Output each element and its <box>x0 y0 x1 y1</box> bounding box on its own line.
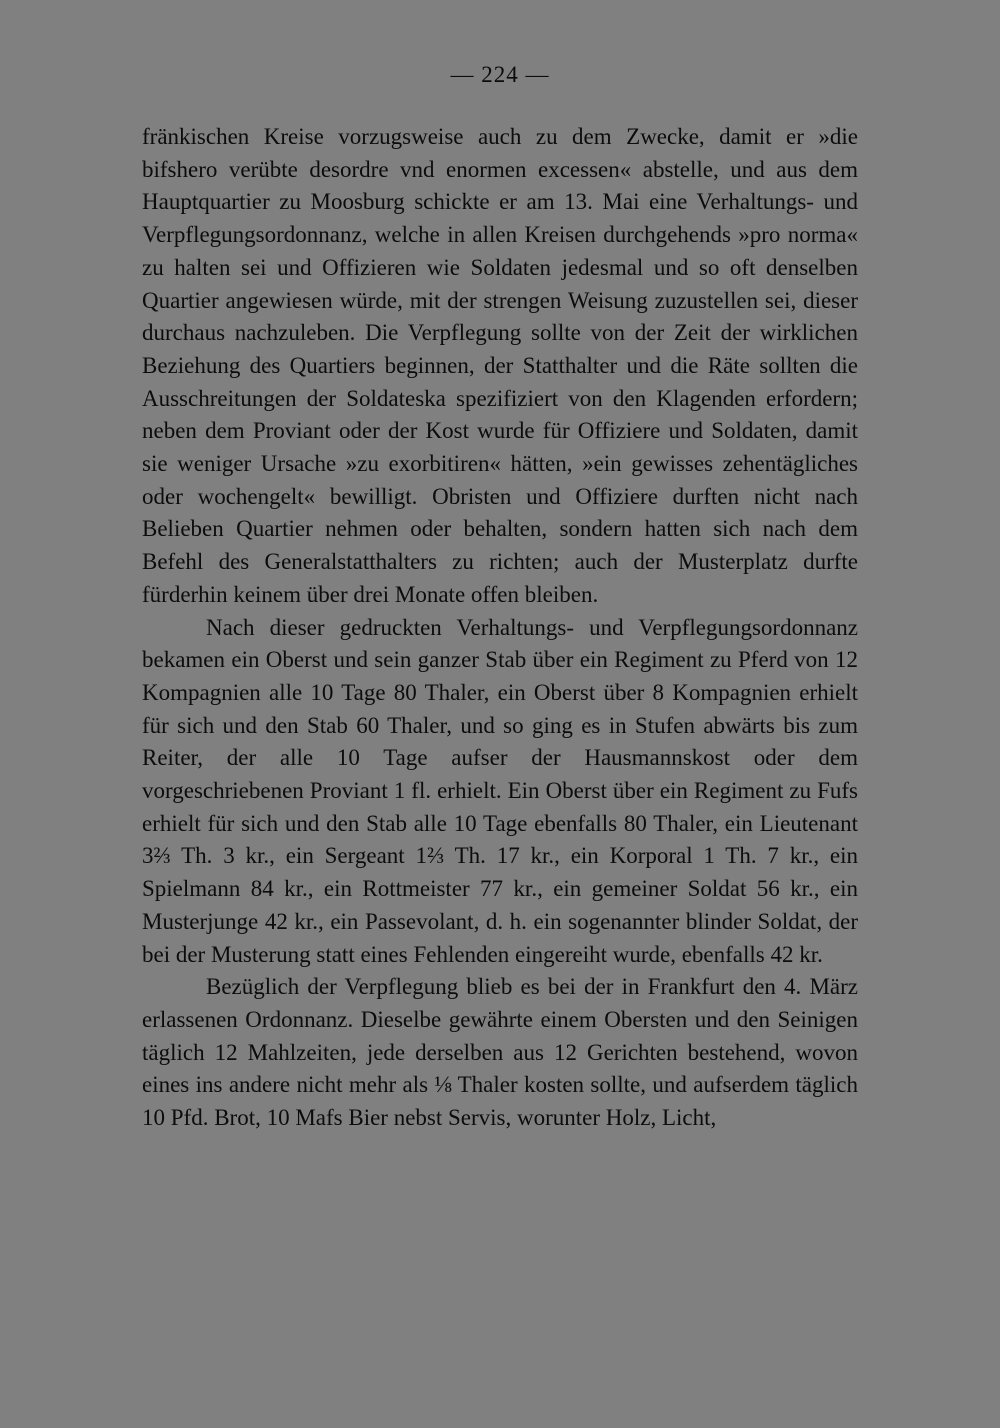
page-number: — 224 — <box>450 62 550 87</box>
body-text <box>142 121 858 1135</box>
paragraph-3: Bezüglich der Verpflegung blieb es bei der in Frankfurt den 4. März erlassenen Ordonnanz. Dieselbe gewährte einem Obersten und den Seinigen täglich 12 Mahlzeiten, jede derselben aus 12 Gerichten bestehend, wovon eines ins andere nicht mehr als ⅛ Thaler kosten sollte, und aufserdem täglich 10 Pfd. Brot, 10 Mafs Bier nebst Servis, worunter Holz, Licht, <box>142 974 858 1131</box>
paragraph-2: Nach dieser gedruckten Verhaltungs- und Verpflegungsordonnanz bekamen ein Oberst und sein ganzer Stab über ein Regiment zu Pferd von 12 Kompagnien alle 10 Tage 80 Thaler, ein Oberst über 8 Kompagnien erhielt für sich und den Stab 60 Thaler, und so ging es in Stufen abwärts bis zum Reiter, der alle 10 Tage aufser der Hausmannskost oder dem vorgeschriebenen Proviant 1 fl. erhielt. Ein Oberst über ein Regiment zu Fufs erhielt für sich und den Stab alle 10 Tage ebenfalls 80 Thaler, ein Lieutenant 3⅔ Th. 3 kr., ein Sergeant 1⅔ Th. 17 kr., ein Korporal 1 Th. 7 kr., ein Spielmann 84 kr., ein Rottmeister 77 kr., ein gemeiner Soldat 56 kr., ein Musterjunge 42 kr., ein Passevolant, d. h. ein sogenannter blinder Soldat, der bei der Musterung statt eines Fehlenden eingereiht wurde, ebenfalls 42 kr. <box>142 614 858 967</box>
paragraph-1: fränkischen Kreise vorzugsweise auch zu dem Zwecke, damit er »die bifshero verübte desordre vnd enormen excessen« abstelle, und aus dem Hauptquartier zu Moosburg schickte er am 13. Mai eine Verhaltungs- und Verpflegungsordonnanz, welche in allen Kreisen durchgehends »pro norma« zu halten sei und Offizieren wie Soldaten jedesmal und so oft denselben Quartier angewiesen würde, mit der strengen Weisung zuzustellen sei, dieser durchaus nachzuleben. Die Verpflegung sollte von der Zeit der wirklichen Beziehung des Quartiers beginnen, der Statthalter und die Räte sollten die Ausschreitungen der Soldateska spezifiziert von den Klagenden erfordern; neben dem Proviant oder der Kost wurde für Offiziere und Soldaten, damit sie weniger Ursache »zu exorbitiren« hätten, »ein gewisses zehentägliches oder wochengelt« bewilligt. Obristen und Offiziere durften nicht nach Belieben Quartier nehmen oder behalten, sondern hatten sich nach dem Befehl des Generalstatthalters zu richten; auch der Musterplatz durfte fürderhin keinem über drei Monate offen bleiben. <box>142 124 858 607</box>
